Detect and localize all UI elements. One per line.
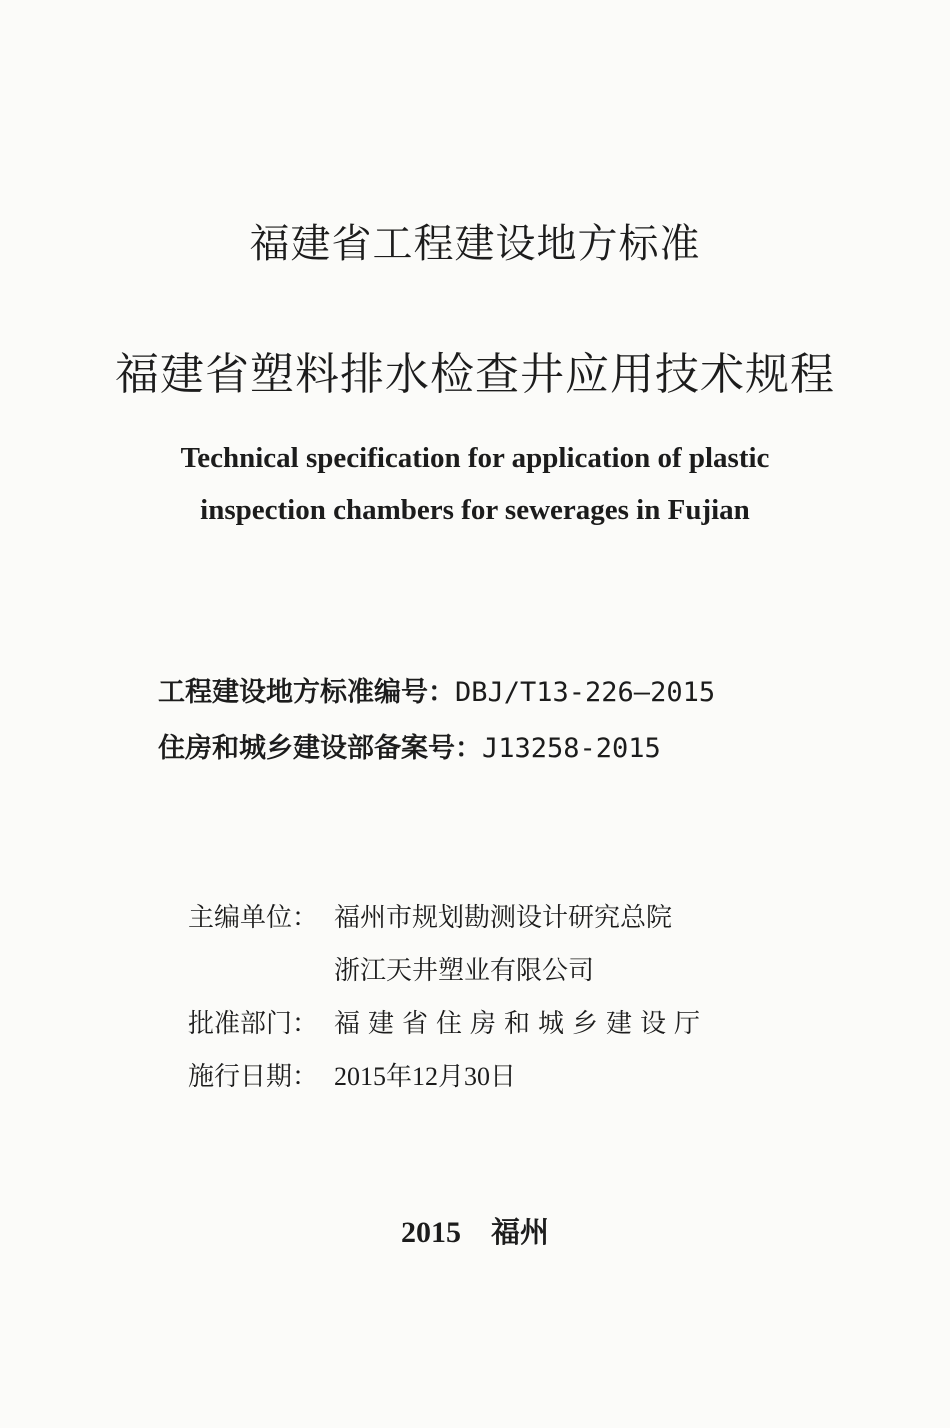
- main-title: 福建省塑料排水检查井应用技术规程: [115, 349, 835, 400]
- english-title-line-2: inspection chambers for sewerages in Fujian: [200, 494, 750, 526]
- filing-number-value: J13258-2015: [482, 733, 661, 764]
- footer-year: 2015: [400, 1216, 461, 1249]
- approver-row: [188, 1001, 708, 1054]
- effective-date-value: 2015年12月30日: [334, 1062, 517, 1091]
- editor-unit-1: 福州市规划勘测设计研究总院: [334, 903, 673, 933]
- standard-number-value: DBJ/T13-226—2015: [455, 677, 716, 708]
- standard-number-line: [158, 670, 715, 726]
- footer: [0, 1210, 950, 1251]
- editor-label: 主编单位：: [188, 903, 319, 933]
- footer-city: 福州: [490, 1215, 549, 1249]
- effective-date-row: [188, 1054, 708, 1107]
- publication-info: [188, 895, 708, 1107]
- approver-label: 批准部门：: [188, 1009, 319, 1039]
- standard-number-label: 工程建设地方标准编号：: [158, 677, 455, 708]
- series-title: 福建省工程建设地方标准: [249, 221, 701, 267]
- approver-value: 福建省住房和城乡建设厅: [334, 1009, 709, 1039]
- effective-date-label: 施行日期：: [188, 1062, 319, 1092]
- filing-number-label: 住房和城乡建设部备案号：: [158, 733, 482, 764]
- english-title: [0, 432, 950, 536]
- editor-row-2: [188, 948, 708, 1001]
- filing-number-line: [158, 726, 715, 782]
- editor-unit-2: 浙江天井塑业有限公司: [334, 956, 595, 986]
- standard-codes: [158, 670, 715, 782]
- english-title-line-1: Technical specification for application of plastic: [180, 442, 770, 474]
- editor-row: [188, 895, 708, 948]
